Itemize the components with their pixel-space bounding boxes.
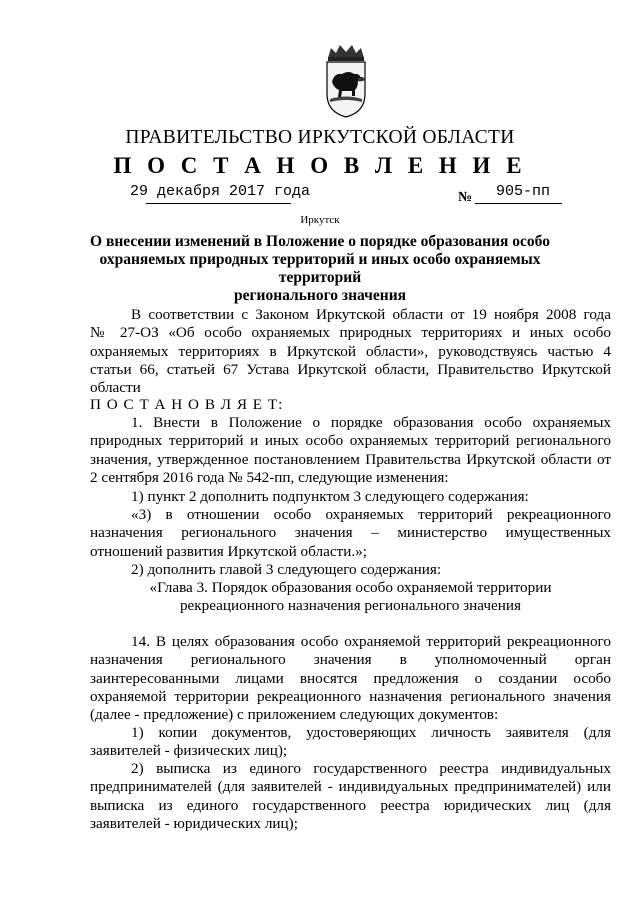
text-line: охраняемых территориях в Иркутской области», руководствуясь частью 4	[90, 342, 611, 360]
item-14-paragraph	[90, 633, 611, 724]
item-1-paragraph	[90, 414, 611, 487]
text-line: 2 сентября 2016 года № 542-пп, следующие изменения:	[90, 468, 449, 486]
sub-item-2: 2) дополнить главой 3 следующего содержания:	[131, 561, 442, 578]
text-line: 14. В целях образования особо охраняемой территорий рекреационного	[131, 633, 611, 650]
date-underline	[146, 203, 291, 204]
title-line: регионального значения	[233, 287, 407, 304]
document-item-2	[90, 760, 611, 833]
chapter-heading	[90, 579, 611, 616]
sub-item-1: 1) пункт 2 дополнить подпунктом 3 следующего содержания:	[131, 488, 529, 505]
number-label: №	[458, 190, 473, 205]
text-line: значения, утвержденное постановлением Правительства Иркутской области от	[90, 450, 611, 468]
text-line: В соответствии с Законом Иркутской области от 19 ноября 2008 года	[131, 306, 611, 323]
text-line: № 27-ОЗ «Об особо охраняемых природных территориях и иных особо	[90, 324, 611, 342]
number-underline	[475, 203, 562, 204]
text-line: (далее - предложение) с приложением следующих документов:	[90, 706, 499, 724]
text-line: рекреационного назначения регионального значения	[179, 597, 522, 615]
quote-sub-item-3	[90, 506, 611, 561]
decree-word: П О С Т А Н О В Л Я Е Т:	[90, 396, 284, 413]
text-line: предпринимателей (для заявителей - индивидуальных предпринимателей) или	[90, 778, 611, 796]
preamble-paragraph	[90, 306, 611, 397]
text-line: статьи 66, статьей 67 Устава Иркутской области, Правительство Иркутской	[90, 360, 611, 378]
document-date: 29 декабря 2017 года	[130, 183, 311, 200]
text-line: выписка из единого государственного реестра юридических лиц (для	[90, 796, 611, 814]
document-type-heading: П О С Т А Н О В Л Е Н И Е	[113, 153, 527, 178]
document-title	[60, 233, 580, 305]
text-line: заявителей - физических лиц);	[90, 742, 288, 760]
document-number: 905-пп	[496, 183, 551, 200]
text-line: «Глава 3. Порядок образования особо охраняемой территории	[149, 579, 552, 596]
text-line: 2) выписка из единого государственного реестра индивидуальных	[131, 760, 611, 777]
title-line: охраняемых природных территорий и иных особо охраняемых территорий	[99, 251, 541, 286]
text-line: «3) в отношении особо охраняемых территорий рекреационного	[131, 506, 611, 523]
text-line: заинтересованными лицами вносятся предложения о создании особо	[90, 669, 611, 687]
text-line: области	[90, 379, 141, 397]
text-line: заявителей - юридических лиц);	[90, 814, 298, 832]
city-name: Иркутск	[300, 214, 340, 226]
text-line: назначения регионального значения – министерство имущественных	[90, 524, 611, 542]
document-item-1	[90, 724, 611, 761]
text-line: 1. Внести в Положение о порядке образования особо охраняемых	[131, 414, 611, 431]
government-name: ПРАВИТЕЛЬСТВО ИРКУТСКОЙ ОБЛАСТИ	[125, 127, 515, 148]
coat-of-arms-emblem	[322, 42, 370, 118]
text-line: 1) копии документов, удостоверяющих личность заявителя (для	[131, 724, 611, 741]
title-line: О внесении изменений в Положение о порядке образования особо	[90, 233, 550, 250]
text-line: отношений развития Иркутской области.»;	[90, 542, 367, 560]
text-line: назначения регионального значения в уполномоченный орган	[90, 651, 611, 669]
text-line: природных территорий и иных особо охраняемых территорий регионального	[90, 432, 611, 450]
text-line: охраняемой территории рекреационного назначения регионального значения	[90, 687, 611, 705]
